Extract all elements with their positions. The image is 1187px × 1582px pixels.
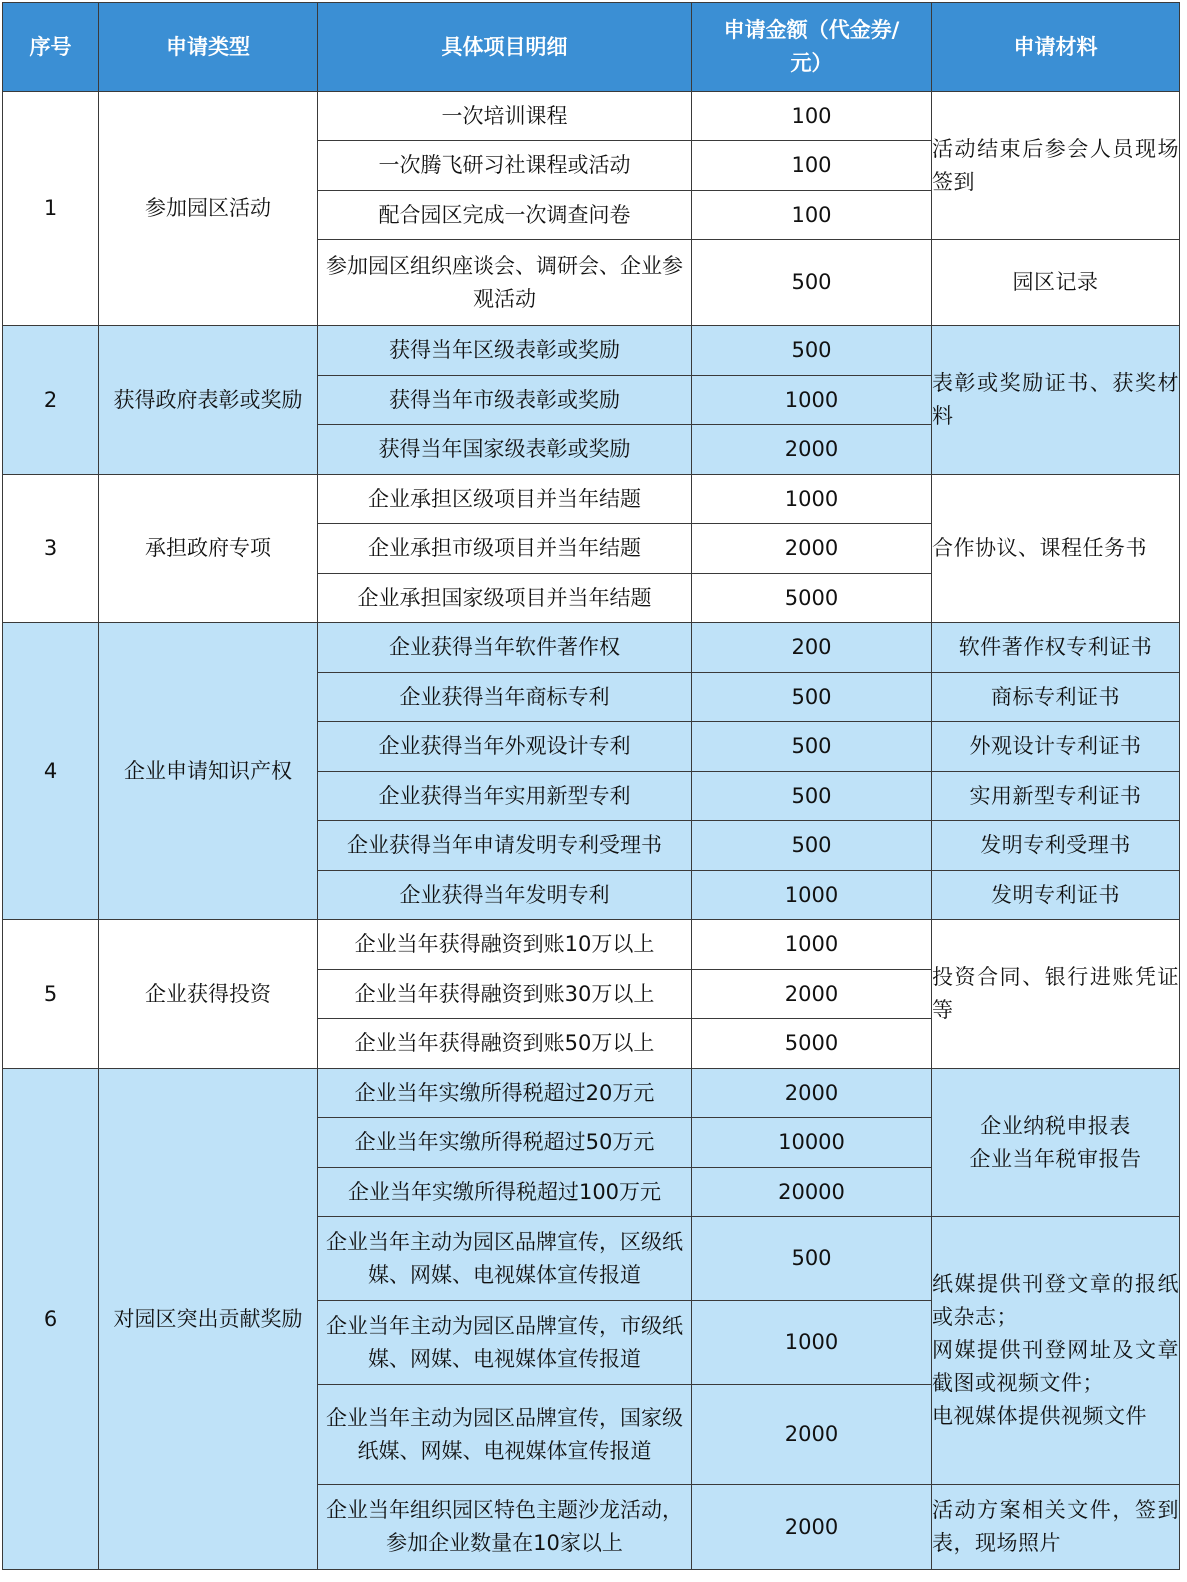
table-row xyxy=(3,475,1180,524)
group-type: 对园区突出贡献奖励 xyxy=(99,1069,318,1570)
item-detail: 企业承担区级项目并当年结题 xyxy=(318,475,692,524)
group-type: 承担政府专项 xyxy=(99,475,318,623)
item-amount: 500 xyxy=(692,772,932,821)
item-material: 表彰或奖励证书、获奖材料 xyxy=(932,326,1180,475)
item-detail: 企业获得当年商标专利 xyxy=(318,673,692,722)
item-detail: 企业承担市级项目并当年结题 xyxy=(318,524,692,574)
item-detail: 企业获得当年实用新型专利 xyxy=(318,772,692,821)
item-amount: 2000 xyxy=(692,1485,932,1570)
item-material: 软件著作权专利证书 xyxy=(932,623,1180,673)
item-material: 实用新型专利证书 xyxy=(932,772,1180,821)
item-material: 发明专利证书 xyxy=(932,871,1180,920)
header-material: 申请材料 xyxy=(932,3,1180,92)
header-seq: 序号 xyxy=(3,3,99,92)
material-line: 电视媒体提供视频文件 xyxy=(932,1404,1147,1428)
header-amount: 申请金额（代金券/元） xyxy=(692,3,932,92)
item-amount: 20000 xyxy=(692,1168,932,1217)
item-detail: 企业当年主动为园区品牌宣传，区级纸媒、网媒、电视媒体宣传报道 xyxy=(318,1217,692,1301)
item-amount: 500 xyxy=(692,722,932,772)
item-material: 园区记录 xyxy=(932,240,1180,326)
item-material: 合作协议、课程任务书 xyxy=(932,475,1180,623)
item-material: 活动方案相关文件，签到表，现场照片 xyxy=(932,1485,1180,1570)
item-amount: 1000 xyxy=(692,376,932,425)
group-no: 5 xyxy=(3,920,99,1069)
material-line: 网媒提供刊登网址及文章截图或视频文件； xyxy=(932,1338,1179,1395)
item-amount: 1000 xyxy=(692,1301,932,1385)
group-no: 3 xyxy=(3,475,99,623)
item-material xyxy=(932,1217,1180,1485)
item-detail: 企业获得当年发明专利 xyxy=(318,871,692,920)
group-type: 获得政府表彰或奖励 xyxy=(99,326,318,475)
table-row xyxy=(3,920,1180,970)
group-type: 企业获得投资 xyxy=(99,920,318,1069)
table-row xyxy=(3,1069,1180,1118)
item-amount: 2000 xyxy=(692,425,932,475)
item-material: 外观设计专利证书 xyxy=(932,722,1180,772)
item-amount: 500 xyxy=(692,326,932,376)
item-amount: 500 xyxy=(692,1217,932,1301)
group-type: 企业申请知识产权 xyxy=(99,623,318,920)
material-line: 纸媒提供刊登文章的报纸或杂志； xyxy=(932,1272,1179,1329)
item-detail: 企业当年获得融资到账50万以上 xyxy=(318,1019,692,1069)
header-row xyxy=(3,3,1180,92)
item-amount: 100 xyxy=(692,141,932,191)
group-no: 6 xyxy=(3,1069,99,1570)
item-detail: 企业当年主动为园区品牌宣传，市级纸媒、网媒、电视媒体宣传报道 xyxy=(318,1301,692,1385)
item-material: 商标专利证书 xyxy=(932,673,1180,722)
item-detail: 企业当年实缴所得税超过20万元 xyxy=(318,1069,692,1118)
item-amount: 5000 xyxy=(692,1019,932,1069)
item-material xyxy=(932,1069,1180,1217)
group-no: 1 xyxy=(3,92,99,326)
item-detail: 一次培训课程 xyxy=(318,92,692,141)
item-amount: 2000 xyxy=(692,1385,932,1485)
item-detail: 企业获得当年软件著作权 xyxy=(318,623,692,673)
table-row xyxy=(3,623,1180,673)
item-detail: 获得当年区级表彰或奖励 xyxy=(318,326,692,376)
item-detail: 企业获得当年外观设计专利 xyxy=(318,722,692,772)
group-no: 4 xyxy=(3,623,99,920)
item-detail: 企业当年主动为园区品牌宣传，国家级纸媒、网媒、电视媒体宣传报道 xyxy=(318,1385,692,1485)
item-detail: 获得当年国家级表彰或奖励 xyxy=(318,425,692,475)
table-row xyxy=(3,92,1180,141)
group-no: 2 xyxy=(3,326,99,475)
item-amount: 10000 xyxy=(692,1118,932,1168)
item-material: 投资合同、银行进账凭证等 xyxy=(932,920,1180,1069)
item-amount: 2000 xyxy=(692,970,932,1019)
item-amount: 2000 xyxy=(692,524,932,574)
item-amount: 1000 xyxy=(692,871,932,920)
item-detail: 企业当年实缴所得税超过50万元 xyxy=(318,1118,692,1168)
item-amount: 1000 xyxy=(692,920,932,970)
item-amount: 500 xyxy=(692,673,932,722)
item-amount: 100 xyxy=(692,191,932,240)
item-detail: 一次腾飞研习社课程或活动 xyxy=(318,141,692,191)
item-amount: 200 xyxy=(692,623,932,673)
item-detail: 企业当年获得融资到账10万以上 xyxy=(318,920,692,970)
item-detail: 企业当年实缴所得税超过100万元 xyxy=(318,1168,692,1217)
item-detail: 企业获得当年申请发明专利受理书 xyxy=(318,821,692,871)
item-detail: 企业当年组织园区特色主题沙龙活动，参加企业数量在10家以上 xyxy=(318,1485,692,1570)
header-type: 申请类型 xyxy=(99,3,318,92)
item-detail: 获得当年市级表彰或奖励 xyxy=(318,376,692,425)
item-material: 活动结束后参会人员现场签到 xyxy=(932,92,1180,240)
group-type: 参加园区活动 xyxy=(99,92,318,326)
item-detail: 配合园区完成一次调查问卷 xyxy=(318,191,692,240)
material-line: 企业纳税申报表 xyxy=(980,1113,1131,1138)
item-amount: 500 xyxy=(692,821,932,871)
material-line: 企业当年税审报告 xyxy=(969,1146,1142,1171)
item-detail: 企业当年获得融资到账30万以上 xyxy=(318,970,692,1019)
item-material: 发明专利受理书 xyxy=(932,821,1180,871)
header-detail: 具体项目明细 xyxy=(318,3,692,92)
item-amount: 5000 xyxy=(692,574,932,623)
item-detail: 企业承担国家级项目并当年结题 xyxy=(318,574,692,623)
item-amount: 2000 xyxy=(692,1069,932,1118)
item-amount: 100 xyxy=(692,92,932,141)
item-amount: 1000 xyxy=(692,475,932,524)
grant-table xyxy=(2,2,1180,1570)
table-row xyxy=(3,326,1180,376)
item-detail: 参加园区组织座谈会、调研会、企业参观活动 xyxy=(318,240,692,326)
item-amount: 500 xyxy=(692,240,932,326)
